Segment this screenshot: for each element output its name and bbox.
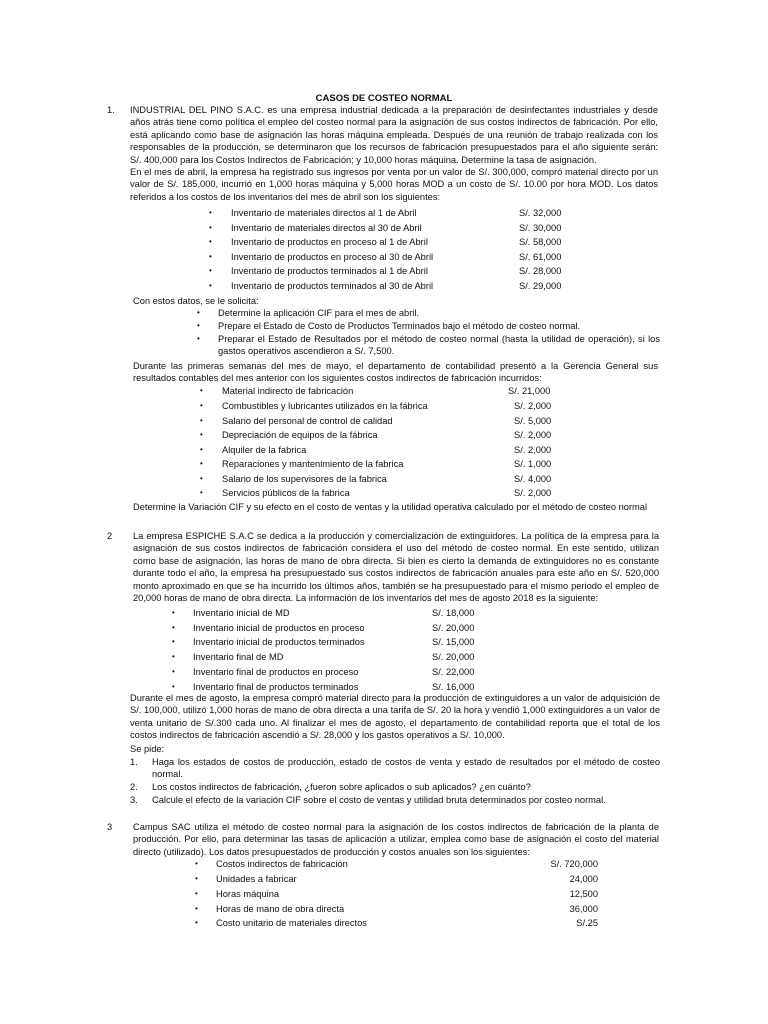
bullet-icon: •	[200, 488, 203, 497]
bullet-icon: •	[200, 401, 203, 410]
case2-inventory-value: S/. 20,000	[432, 623, 475, 633]
case1-inventory-label: Inventario de materiales directos al 1 de Abril	[231, 208, 417, 218]
bullet-icon: •	[200, 445, 203, 454]
case2-inventory-value: S/. 20,000	[432, 652, 475, 662]
bullet-icon: •	[195, 918, 198, 927]
case3-item-value: S/. 720,000	[550, 859, 598, 869]
case3-item-label: Costo unitario de materiales directos	[216, 918, 367, 928]
case2-intro: La empresa ESPICHE S.A.C se dedica a la producción y comercialización de extinguidores. La política de la empresa para la asignación de sus costos indirectos de fabricación considera el uso del método de costeo normal. En este sentido, utilizan como base de asignación, las horas de mano de obra directa. Si bien es cierto la demanda de extinguidores no es constante durante todo el año, la empresa ha presupuestado sus costos indirectos de fabricación anuales para este año en S/. 520,000 monto aproximado en que se ha incurrido los últimos años, también se ha presupuestado para el mismo periodo el empleo de 20,000 horas de mano de obra directa. La información de los inventarios del mes de agosto 2018 es la siguiente:	[133, 531, 659, 604]
bullet-icon: •	[172, 652, 175, 661]
document-title: CASOS DE COSTEO NORMAL	[315, 93, 453, 104]
case1-request-item: Preparar el Estado de Resultados por el método de costeo normal (hasta la utilidad de operación), si los gastos operativos ascendieron a S/. 7,500.	[218, 334, 660, 357]
case1-inventory-value: S/. 28,000	[519, 266, 562, 276]
case2-inventory-value: S/. 15,000	[432, 637, 475, 647]
case1-cost-value: S/. 2,000	[514, 445, 552, 455]
case2-task-number: 3.	[130, 795, 138, 805]
bullet-icon: •	[209, 208, 212, 217]
case2-task-number: 1.	[130, 757, 138, 767]
bullet-icon: •	[172, 608, 175, 617]
case2-inventory-label: Inventario final de productos en proceso	[193, 667, 359, 677]
bullet-icon: •	[197, 308, 200, 317]
case1-april-paragraph: En el mes de abril, la empresa ha registrado sus ingresos por venta por un valor de S/. 300,000, compró material directo por un valor de S/. 185,000, incurrió en 1,000 horas máquina y 5,000 horas MOD a un costo de S/. 10.00 por hora MOD. Los datos referidos a los costos de los inventarios del mes de abril son los siguientes:	[130, 167, 658, 202]
bullet-icon: •	[172, 667, 175, 676]
case1-request-intro: Con estos datos, se le solicita:	[133, 296, 259, 306]
case1-cost-label: Salario del personal de control de calidad	[222, 416, 393, 426]
bullet-icon: •	[200, 459, 203, 468]
case1-cost-label: Depreciación de equipos de la fábrica	[222, 430, 378, 440]
case2-se-pide: Se pide:	[130, 744, 165, 754]
bullet-icon: •	[195, 874, 198, 883]
case2-inventory-value: S/. 18,000	[432, 608, 475, 618]
case1-cost-value: S/. 2,000	[514, 401, 552, 411]
case1-may-paragraph: Durante las primeras semanas del mes de mayo, el departamento de contabilidad presentó a la Gerencia General sus resultados contables del mes anterior con los siguientes costos indirectos de fabricación incurridos:	[133, 361, 658, 384]
case1-inventory-label: Inventario de productos terminados al 1 de Abril	[231, 266, 428, 276]
bullet-icon: •	[209, 252, 212, 261]
bullet-icon: •	[209, 281, 212, 290]
case1-inventory-value: S/. 30,000	[519, 223, 562, 233]
case2-inventory-label: Inventario inicial de productos en proceso	[193, 623, 365, 633]
case1-cost-value: S/. 2,000	[514, 430, 552, 440]
case1-cost-value: S/. 2,000	[514, 488, 552, 498]
case1-inventory-label: Inventario de materiales directos al 30 de Abril	[231, 223, 422, 233]
case1-inventory-value: S/. 58,000	[519, 237, 562, 247]
case2-august-paragraph: Durante el mes de agosto, la empresa compró material directo para la producción de extinguidores a un valor de adquisición de S/. 100,000, utilizó 1,000 horas de mano de obra directa a una tarifa de S/. 20 la hora y vendió 1,000 extinguidores a un valor de venta unitario de S/.300 cada uno. Al finalizar el mes de agosto, el departamento de contabilidad reporta que el total de los costos indirectos de fabricación ascendió a S/. 28,000 y los gastos operativos a S/. 10,000.	[130, 693, 660, 741]
bullet-icon: •	[209, 223, 212, 232]
bullet-icon: •	[209, 237, 212, 246]
case1-intro: INDUSTRIAL DEL PINO S.A.C. es una empresa industrial dedicada a la preparación de desinfectantes industriales y desde años atrás tiene como política el empleo del costeo normal para la asignación de sus costos indirectos de fabricación. Por ello, está aplicando como base de asignación las horas máquina empleada. Después de una reunión de trabajo realizada con los responsables de la producción, se determinaron que los recursos de fabricación presupuestados para el año siguiente serán: S/. 400,000 para los Costos Indirectos de Fabricación; y 10,000 horas máquina. Determine la tasa de asignación.	[130, 105, 658, 165]
case2-inventory-label: Inventario inicial de MD	[193, 608, 290, 618]
case1-inventory-label: Inventario de productos en proceso al 30 de Abril	[231, 252, 434, 262]
case1-cost-label: Combustibles y lubricantes utilizados en la fábrica	[222, 401, 428, 411]
case2-inventory-label: Inventario inicial de productos terminados	[193, 637, 365, 647]
bullet-icon: •	[172, 637, 175, 646]
case3-item-label: Horas de mano de obra directa	[216, 904, 345, 914]
case2-number: 2	[107, 531, 113, 541]
case2-task-text: Haga los estados de costos de producción, estado de costos de venta y estado de resultados por el método de costeo normal.	[152, 757, 660, 780]
case1-inventory-value: S/. 32,000	[519, 208, 562, 218]
case2-inventory-value: S/. 16,000	[432, 682, 475, 692]
case3-item-value: 24,000	[569, 874, 598, 884]
bullet-icon: •	[200, 430, 203, 439]
bullet-icon: •	[200, 416, 203, 425]
case1-number: 1.	[107, 105, 115, 115]
bullet-icon: •	[200, 474, 203, 483]
case3-item-value: S/.25	[576, 918, 598, 928]
bullet-icon: •	[195, 904, 198, 913]
case3-item-value: 36,000	[569, 904, 598, 914]
case1-inventory-label: Inventario de productos terminados al 30 de Abril	[231, 281, 434, 291]
bullet-icon: •	[197, 321, 200, 330]
bullet-icon: •	[209, 266, 212, 275]
case1-inventory-label: Inventario de productos en proceso al 1 de Abril	[231, 237, 428, 247]
case2-inventory-label: Inventario final de MD	[193, 652, 284, 662]
case1-cost-label: Material indirecto de fabricación	[222, 386, 354, 396]
case1-inventory-value: S/. 29,000	[519, 281, 562, 291]
bullet-icon: •	[195, 859, 198, 868]
case3-number: 3	[107, 822, 113, 832]
case1-cost-label: Servicios públicos de la fabrica	[222, 488, 350, 498]
case1-request-item: Determine la aplicación CIF para el mes de abril.	[218, 308, 420, 318]
case1-closing: Determine la Variación CIF y su efecto en el costo de ventas y la utilidad operativa calculado por el método de costeo normal	[133, 502, 648, 512]
case2-task-text: Los costos indirectos de fabricación, ¿fueron sobre aplicados o sub aplicados? ¿en cuánto?	[152, 782, 531, 792]
case1-inventory-value: S/. 61,000	[519, 252, 562, 262]
case1-cost-value: S/. 1,000	[514, 459, 552, 469]
bullet-icon: •	[172, 682, 175, 691]
case3-item-label: Costos indirectos de fabricación	[216, 859, 348, 869]
bullet-icon: •	[195, 889, 198, 898]
case3-intro: Campus SAC utiliza el método de costeo normal para la asignación de los costos indirectos de fabricación de la planta de producción. Por ello, para determinar las tasas de aplicación a utilizar, emplea como base de asignación el costo del material directo (utilizado). Los datos presupuestados de producción y costos anuales son los siguientes:	[133, 822, 659, 857]
case3-item-label: Horas máquina	[216, 889, 280, 899]
case3-item-value: 12,500	[569, 889, 598, 899]
bullet-icon: •	[172, 623, 175, 632]
case2-inventory-label: Inventario final de productos terminados	[193, 682, 359, 692]
case1-cost-label: Reparaciones y mantenimiento de la fabrica	[222, 459, 404, 469]
case1-cost-label: Alquiler de la fabrica	[222, 445, 307, 455]
bullet-icon: •	[200, 386, 203, 395]
case3-item-label: Unidades a fabricar	[216, 874, 297, 884]
case1-cost-label: Salario de los supervisores de la fabrica	[222, 474, 387, 484]
case1-cost-value: S/. 4,000	[514, 474, 552, 484]
case1-cost-value: S/. 5,000	[514, 416, 552, 426]
case2-inventory-value: S/. 22,000	[432, 667, 475, 677]
case2-task-number: 2.	[130, 782, 138, 792]
bullet-icon: •	[197, 334, 200, 343]
case1-cost-value: S/. 21,000	[508, 386, 551, 396]
case2-task-text: Calcule el efecto de la variación CIF sobre el costo de ventas y utilidad bruta determinados por costeo normal.	[152, 795, 606, 805]
case1-request-item: Prepare el Estado de Costo de Productos Terminados bajo el método de costeo normal.	[218, 321, 581, 331]
